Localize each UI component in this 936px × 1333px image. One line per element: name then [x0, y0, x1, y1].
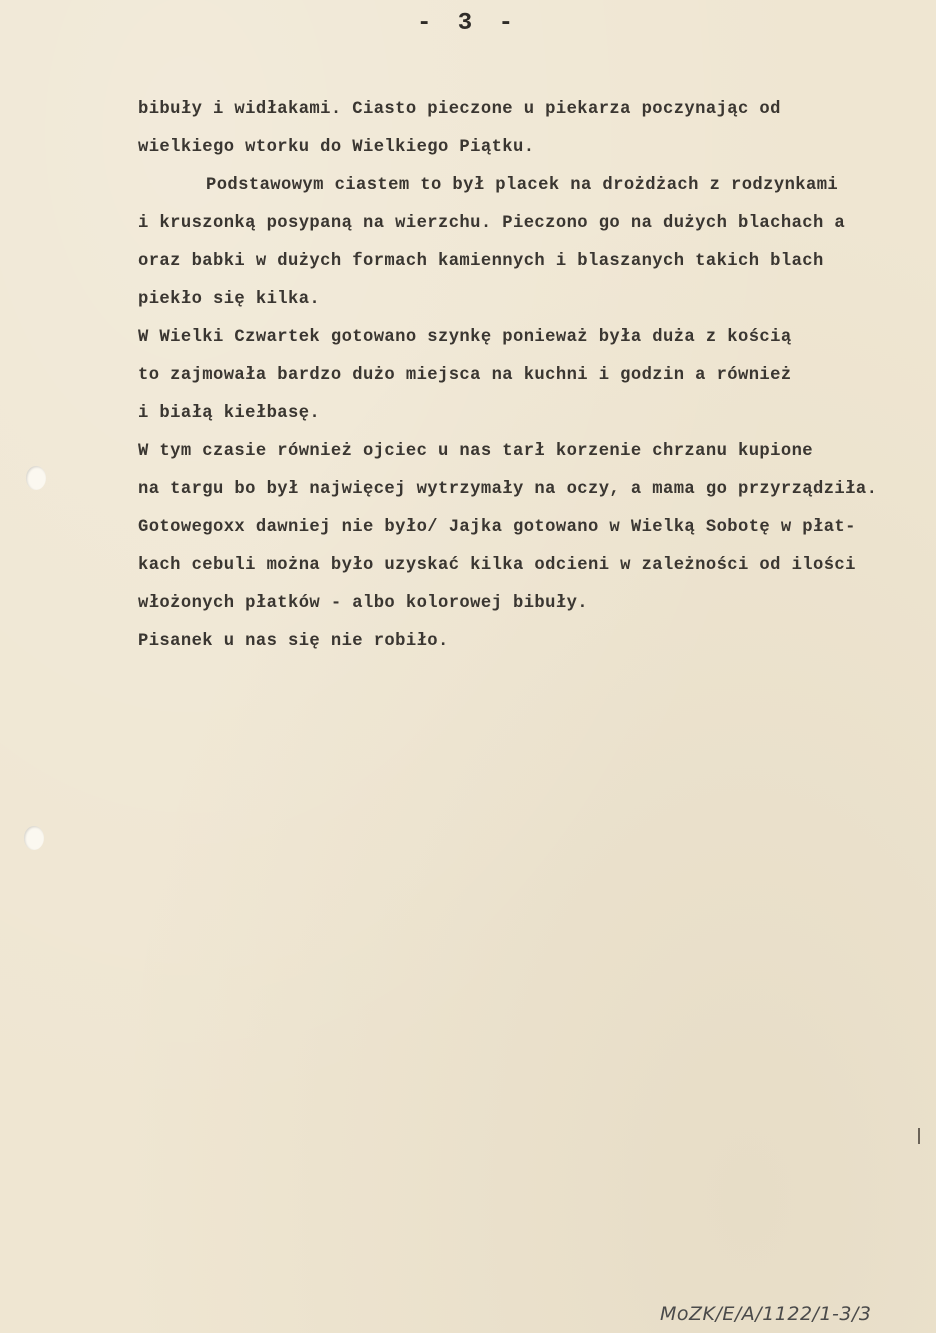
- text-line: to zajmowała bardzo dużo miejsca na kuchni i godzin a również: [138, 366, 792, 385]
- text-line: piekło się kilka.: [138, 290, 321, 309]
- punch-hole-top: [26, 466, 46, 490]
- edge-mark: [918, 1128, 920, 1144]
- text-line: i białą kiełbasę.: [138, 404, 321, 423]
- text-line: i kruszonką posypaną na wierzchu. Pieczono go na dużych blachach a: [138, 214, 846, 233]
- punch-hole-bottom: [24, 826, 44, 850]
- text-line: W Wielki Czwartek gotowano szynkę ponieważ była duża z kością: [138, 328, 792, 347]
- text-line: na targu bo był najwięcej wytrzymały na oczy, a mama go przyrządziła.: [138, 480, 878, 499]
- text-line: W tym czasie również ojciec u nas tarł korzenie chrzanu kupione: [138, 442, 813, 461]
- text-line: Pisanek u nas się nie robiło.: [138, 632, 449, 651]
- text-line: Gotowegoxx dawniej nie było/ Jajka gotowano w Wielką Sobotę w płat-: [138, 518, 856, 537]
- text-line: wielkiego wtorku do Wielkiego Piątku.: [138, 138, 535, 157]
- typewritten-text: [138, 95, 918, 665]
- text-line: włożonych płatków - albo kolorowej bibuły.: [138, 594, 588, 613]
- text-line: Podstawowym ciastem to był placek na drożdżach z rodzynkami: [206, 176, 839, 195]
- text-line: bibuły i widłakami. Ciasto pieczone u piekarza poczynając od: [138, 100, 781, 119]
- archive-signature: MoZK/E/A/1122/1-3/3: [660, 1303, 872, 1325]
- text-line: oraz babki w dużych formach kamiennych i blaszanych takich blach: [138, 252, 824, 271]
- text-line: kach cebuli można było uzyskać kilka odcieni w zależności od ilości: [138, 556, 856, 575]
- page-number: - 3 -: [416, 10, 519, 37]
